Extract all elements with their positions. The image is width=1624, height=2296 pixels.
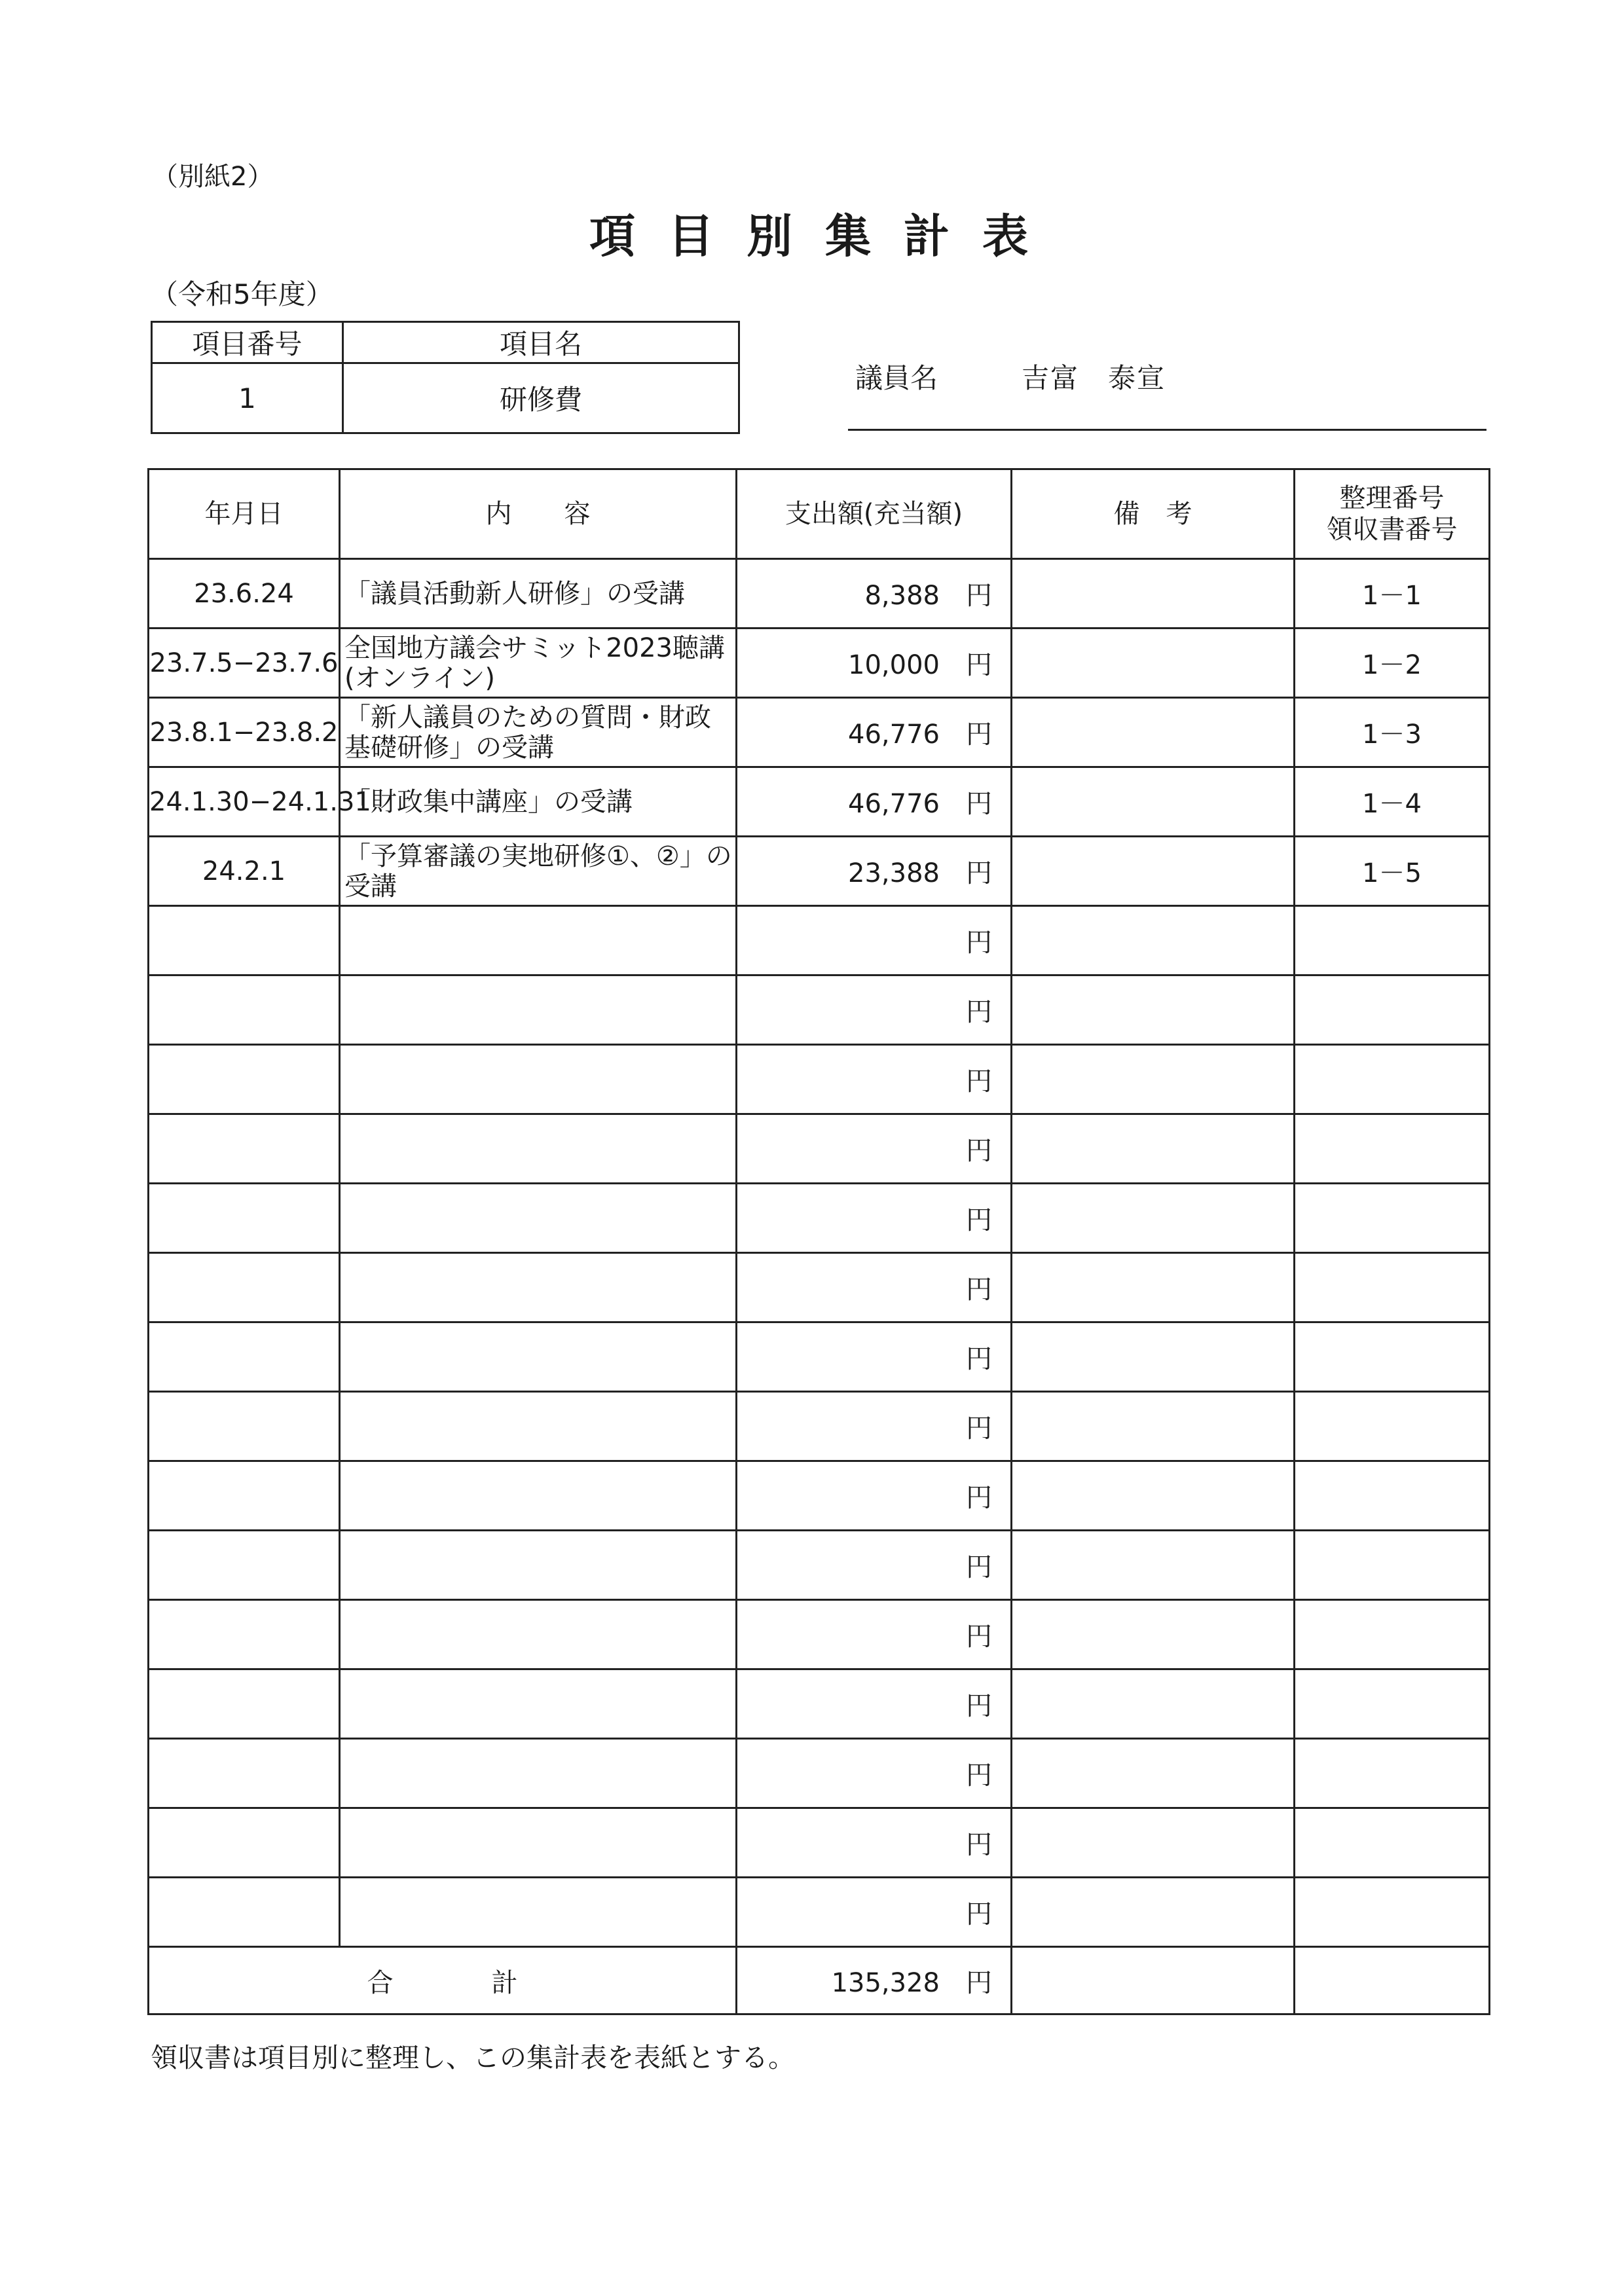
currency-label: 円 (966, 1413, 992, 1444)
header-remarks: 備 考 (1012, 469, 1295, 559)
ref-cell: 1－4 (1295, 767, 1490, 837)
amount-cell (737, 1669, 1012, 1739)
member-name: 吉富 泰宣 (1022, 362, 1166, 394)
currency-label: 円 (966, 1622, 992, 1652)
amount-value: 46,776 (848, 789, 940, 819)
item-info-table (151, 321, 740, 434)
currency-label: 円 (966, 1344, 992, 1374)
content-cell (340, 1184, 737, 1253)
table-row (149, 559, 1490, 629)
header-amount: 支出額(充当額) (737, 469, 1012, 559)
ref-cell: 1－1 (1295, 559, 1490, 629)
table-row (149, 906, 1490, 975)
total-amount-cell (737, 1947, 1012, 2014)
amount-cell (737, 1114, 1012, 1184)
header-content: 内 容 (340, 469, 737, 559)
amount-cell (737, 1392, 1012, 1461)
ref-cell (1295, 906, 1490, 975)
ref-cell (1295, 1531, 1490, 1600)
content-cell (340, 1114, 737, 1184)
footnote: 領収書は項目別に整理し、この集計表を表紙とする。 (151, 2042, 795, 2073)
amount-cell (737, 906, 1012, 975)
amount-cell (737, 1878, 1012, 1947)
remarks-cell (1012, 1322, 1295, 1392)
fiscal-year: （令和5年度） (151, 278, 333, 310)
ref-cell (1295, 1253, 1490, 1322)
amount-cell (737, 1739, 1012, 1808)
ref-cell: 1－2 (1295, 629, 1490, 698)
remarks-cell (1012, 1531, 1295, 1600)
date-cell (149, 1669, 340, 1739)
content-cell (340, 1253, 737, 1322)
content-cell (340, 1531, 737, 1600)
date-cell (149, 906, 340, 975)
amount-cell (737, 698, 1012, 767)
table-row (149, 975, 1490, 1045)
remarks-cell (1012, 1600, 1295, 1669)
table-row (149, 1878, 1490, 1947)
content-cell (340, 1739, 737, 1808)
remarks-cell (1012, 629, 1295, 698)
ref-cell: 1－3 (1295, 698, 1490, 767)
amount-value: 46,776 (848, 720, 940, 750)
remarks-cell (1012, 1461, 1295, 1531)
currency-label: 円 (966, 1205, 992, 1235)
content-cell: 「予算審議の実地研修①、②」の受講 (340, 837, 737, 906)
remarks-cell (1012, 1878, 1295, 1947)
currency-label: 円 (966, 1136, 992, 1166)
content-cell (340, 1322, 737, 1392)
amount-cell (737, 1184, 1012, 1253)
table-row (149, 1739, 1490, 1808)
amount-cell (737, 975, 1012, 1045)
date-cell: 23.6.24 (149, 559, 340, 629)
total-amount: 135,328 (831, 1967, 940, 1998)
appendix-label: （別紙2） (152, 162, 274, 192)
date-cell: 23.8.1−23.8.2 (149, 698, 340, 767)
date-cell: 24.2.1 (149, 837, 340, 906)
total-row (149, 1947, 1490, 2014)
table-row (149, 1808, 1490, 1878)
currency-label: 円 (966, 1066, 992, 1097)
remarks-cell (1012, 1392, 1295, 1461)
date-cell (149, 1461, 340, 1531)
header-ref-line1: 整理番号 (1339, 483, 1445, 513)
content-cell (340, 975, 737, 1045)
currency-label: 円 (966, 1552, 992, 1582)
remarks-cell (1012, 1045, 1295, 1114)
currency-label: 円 (966, 858, 992, 888)
currency-label: 円 (966, 1691, 992, 1721)
total-label: 合計 (149, 1947, 737, 2014)
ref-cell (1295, 1461, 1490, 1531)
date-cell (149, 1739, 340, 1808)
table-row (149, 1253, 1490, 1322)
ref-cell (1295, 1322, 1490, 1392)
amount-cell (737, 1600, 1012, 1669)
table-row (149, 698, 1490, 767)
amount-cell (737, 629, 1012, 698)
date-cell: 24.1.30−24.1.31 (149, 767, 340, 837)
table-row (149, 1600, 1490, 1669)
currency-label: 円 (966, 581, 992, 611)
table-row (149, 1531, 1490, 1600)
date-cell (149, 1878, 340, 1947)
date-cell (149, 1184, 340, 1253)
table-row (149, 1184, 1490, 1253)
ref-cell (1295, 1878, 1490, 1947)
amount-cell (737, 1253, 1012, 1322)
page-title: 項目別集計表 (589, 210, 1061, 263)
remarks-cell (1012, 1184, 1295, 1253)
currency-label: 円 (966, 997, 992, 1027)
remarks-cell (1012, 837, 1295, 906)
currency-label: 円 (966, 720, 992, 750)
date-cell: 23.7.5−23.7.6 (149, 629, 340, 698)
ref-cell (1295, 1114, 1490, 1184)
ref-cell (1295, 1045, 1490, 1114)
content-cell: 「財政集中講座」の受講 (340, 767, 737, 837)
table-row (149, 1322, 1490, 1392)
ref-cell (1295, 975, 1490, 1045)
amount-cell (737, 1808, 1012, 1878)
currency-label: 円 (966, 928, 992, 958)
date-cell (149, 1045, 340, 1114)
amount-value: 8,388 (864, 581, 940, 611)
remarks-cell (1012, 1253, 1295, 1322)
date-cell (149, 1253, 340, 1322)
ref-cell (1295, 1669, 1490, 1739)
item-number-header: 項目番号 (152, 322, 343, 363)
amount-cell (737, 559, 1012, 629)
remarks-cell (1012, 559, 1295, 629)
content-cell (340, 1461, 737, 1531)
content-cell (340, 1600, 737, 1669)
member-underline (848, 429, 1486, 431)
table-row (149, 1392, 1490, 1461)
table-row (149, 1461, 1490, 1531)
ref-cell (1295, 1739, 1490, 1808)
content-cell (340, 906, 737, 975)
currency-label: 円 (966, 1483, 992, 1513)
currency-label: 円 (966, 1967, 992, 1998)
item-name-header: 項目名 (343, 322, 739, 363)
amount-cell (737, 1531, 1012, 1600)
ref-cell (1295, 1392, 1490, 1461)
remarks-cell (1012, 1669, 1295, 1739)
amount-cell (737, 1461, 1012, 1531)
member-label: 議員名 (855, 362, 938, 394)
table-row (149, 1045, 1490, 1114)
currency-label: 円 (966, 650, 992, 680)
table-row (149, 1669, 1490, 1739)
header-ref-line2: 領収書番号 (1326, 515, 1458, 545)
amount-cell (737, 837, 1012, 906)
date-cell (149, 1114, 340, 1184)
ref-cell: 1－5 (1295, 837, 1490, 906)
ref-cell (1295, 1600, 1490, 1669)
currency-label: 円 (966, 1830, 992, 1860)
content-cell: 「新人議員のための質問・財政基礎研修」の受講 (340, 698, 737, 767)
remarks-cell (1012, 1808, 1295, 1878)
header-ref (1295, 469, 1490, 559)
content-cell (340, 1808, 737, 1878)
date-cell (149, 1322, 340, 1392)
item-number: 1 (152, 363, 343, 433)
date-cell (149, 975, 340, 1045)
content-cell: 全国地方議会サミット2023聴講(オンライン) (340, 629, 737, 698)
remarks-cell (1012, 975, 1295, 1045)
remarks-cell (1012, 698, 1295, 767)
content-cell (340, 1669, 737, 1739)
total-ref (1295, 1947, 1490, 2014)
currency-label: 円 (966, 1899, 992, 1929)
currency-label: 円 (966, 1760, 992, 1791)
header-date: 年月日 (149, 469, 340, 559)
amount-value: 10,000 (848, 650, 940, 680)
date-cell (149, 1808, 340, 1878)
content-cell (340, 1045, 737, 1114)
table-row (149, 1114, 1490, 1184)
currency-label: 円 (966, 789, 992, 819)
content-cell: 「議員活動新人研修」の受講 (340, 559, 737, 629)
amount-cell (737, 1322, 1012, 1392)
date-cell (149, 1600, 340, 1669)
content-cell (340, 1392, 737, 1461)
date-cell (149, 1392, 340, 1461)
remarks-cell (1012, 767, 1295, 837)
amount-cell (737, 767, 1012, 837)
item-name: 研修費 (343, 363, 739, 433)
table-row (149, 837, 1490, 906)
expense-table (147, 468, 1490, 2015)
remarks-cell (1012, 906, 1295, 975)
date-cell (149, 1531, 340, 1600)
amount-cell (737, 1045, 1012, 1114)
currency-label: 円 (966, 1275, 992, 1305)
total-remarks (1012, 1947, 1295, 2014)
amount-value: 23,388 (848, 858, 940, 888)
ref-cell (1295, 1808, 1490, 1878)
remarks-cell (1012, 1739, 1295, 1808)
remarks-cell (1012, 1114, 1295, 1184)
content-cell (340, 1878, 737, 1947)
ref-cell (1295, 1184, 1490, 1253)
table-row (149, 629, 1490, 698)
table-row (149, 767, 1490, 837)
